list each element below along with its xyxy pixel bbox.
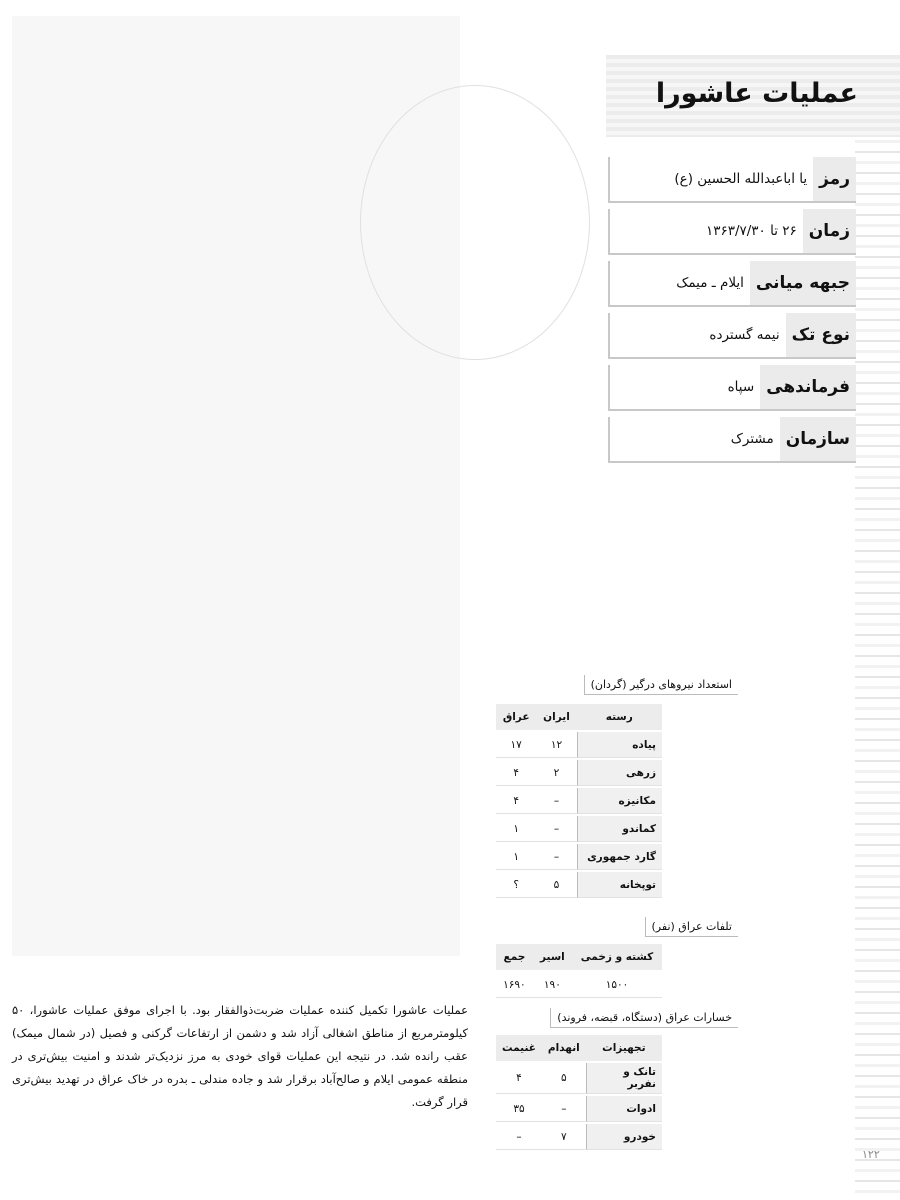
table-cell: ۱۶۹۰ — [496, 972, 533, 998]
row-label: گارد جمهوری — [577, 844, 662, 870]
decorative-stripes — [855, 140, 900, 1200]
table-row — [496, 1096, 662, 1122]
table-cell: – — [536, 816, 576, 842]
forces-caption: استعداد نیروهای درگیر (گردان) — [584, 675, 738, 695]
info-box — [608, 157, 856, 469]
table-cell: ۱۹۰ — [533, 972, 572, 998]
row-label: کماندو — [577, 816, 662, 842]
info-label: فرماندهی — [760, 365, 856, 409]
table-cell: ۱۲ — [536, 732, 576, 758]
info-label: زمان — [803, 209, 856, 253]
table-cell: ۱۷ — [496, 732, 536, 758]
casualties-table — [496, 942, 662, 1000]
column-header: غنیمت — [496, 1035, 542, 1061]
page-number: ۱۲۲ — [862, 1148, 880, 1161]
table-header-row — [496, 944, 662, 970]
info-label: جبهه میانی — [750, 261, 856, 305]
info-value: مشترک — [730, 431, 774, 447]
info-label: سازمان — [780, 417, 856, 461]
row-label: توپخانه — [577, 872, 662, 898]
info-row-code — [608, 157, 856, 203]
row-label: مکانیزه — [577, 788, 662, 814]
table-cell: ۲ — [536, 760, 576, 786]
table-row — [496, 972, 662, 998]
column-header: رسته — [577, 704, 662, 730]
row-label: خودرو — [586, 1124, 662, 1150]
table-cell: – — [496, 1124, 542, 1150]
table-cell: – — [542, 1096, 586, 1122]
decorative-circle — [360, 85, 590, 360]
row-label: ادوات — [586, 1096, 662, 1122]
table-cell: ۱۵۰۰ — [572, 972, 662, 998]
table-cell: – — [536, 788, 576, 814]
info-row-attack-type — [608, 313, 856, 359]
page-title: عملیات عاشورا — [655, 78, 858, 109]
info-label: رمز — [813, 157, 856, 201]
table-cell: ۷ — [542, 1124, 586, 1150]
table-row — [496, 1063, 662, 1094]
row-label: پیاده — [577, 732, 662, 758]
table-cell: ۱ — [496, 844, 536, 870]
column-header: جمع — [496, 944, 533, 970]
column-header: اسیر — [533, 944, 572, 970]
info-row-time — [608, 209, 856, 255]
table-row — [496, 816, 662, 842]
column-header: عراق — [496, 704, 536, 730]
info-row-front — [608, 261, 856, 307]
table-row — [496, 760, 662, 786]
column-header: کشته و زخمی — [572, 944, 662, 970]
table-cell: ۴ — [496, 760, 536, 786]
losses-table — [496, 1033, 662, 1152]
info-value: ۲۶ تا ۱۳۶۳/۷/۳۰ — [705, 223, 797, 239]
table-row — [496, 732, 662, 758]
forces-table — [496, 702, 662, 900]
table-header-row — [496, 704, 662, 730]
table-header-row — [496, 1035, 662, 1061]
table-cell: ۱ — [496, 816, 536, 842]
table-cell: ؟ — [496, 872, 536, 898]
losses-caption: خسارات عراق (دستگاه، قبضه، فروند) — [550, 1008, 738, 1028]
table-cell: – — [536, 844, 576, 870]
casualties-caption: تلفات عراق (نفر) — [645, 917, 738, 937]
info-value: ایلام ـ میمک — [676, 275, 744, 291]
table-row — [496, 872, 662, 898]
table-row — [496, 844, 662, 870]
table-row — [496, 1124, 662, 1150]
info-value: سپاه — [727, 379, 755, 395]
column-header: انهدام — [542, 1035, 586, 1061]
table-cell: ۴ — [496, 788, 536, 814]
table-cell: ۵ — [536, 872, 576, 898]
info-value: یا اباعبدالله الحسین (ع) — [674, 171, 808, 187]
info-value: نیمه گسترده — [709, 327, 780, 343]
table-row — [496, 788, 662, 814]
table-cell: ۵ — [542, 1063, 586, 1094]
info-label: نوع تک — [786, 313, 856, 357]
row-label: زرهی — [577, 760, 662, 786]
body-paragraph: عملیات عاشورا تکمیل کننده عملیات ضربت‌ذوالفقار بود. با اجرای موفق عملیات عاشورا، ۵۰ کیلومترمربع از مناطق اشغالی آزاد شد و دشمن از ارتفاعات گرکنی و فصیل (در شمال میمک) عقب رانده شد. در نتیجه این عملیات قوای خودی به مرز نزدیک‌تر شدند و امنیت بیش‌تری در منطقه عمومی ایلام و صالح‌آباد برقرار شد و جاده مندلی ـ بدره در خاک عراق در تهدید بیش‌تری قرار گرفت. — [12, 1003, 468, 1109]
column-header: ایران — [536, 704, 576, 730]
info-row-organization — [608, 417, 856, 463]
table-cell: ۴ — [496, 1063, 542, 1094]
table-cell: ۳۵ — [496, 1096, 542, 1122]
info-row-command — [608, 365, 856, 411]
column-header: تجهیزات — [586, 1035, 662, 1061]
row-label: تانک و نفربر — [586, 1063, 662, 1094]
